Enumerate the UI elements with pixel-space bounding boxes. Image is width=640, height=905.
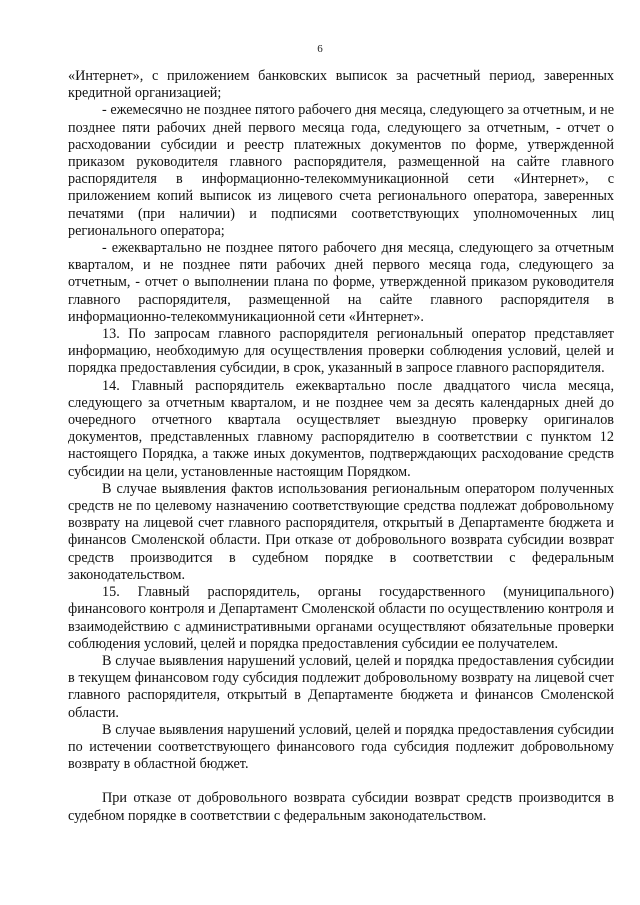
paragraph-continuation: «Интернет», с приложением банковских выписок за расчетный период, заверенных кредитной организацией; — [68, 68, 614, 102]
paragraph-clause-13: 13. По запросам главного распорядителя региональный оператор представляет информацию, необходимую для осуществления проверки соблюдения условий, целей и порядка предоставления субсидии, в срок, указанный в запросе главного распорядителя. — [68, 326, 614, 377]
paragraph-refusal-court: При отказе от добровольного возврата субсидии возврат средств производится в судебном порядке в соответствии с федеральным законодательством. — [68, 790, 614, 824]
document-body — [68, 68, 614, 825]
page-number: 6 — [317, 43, 323, 55]
paragraph-clause-14: 14. Главный распорядитель ежеквартально после двадцатого числа месяца, следующего за отчетным кварталом, и не позднее чем за десять календарных дней до очередного отчетного квартала осуществляет выездную проверку оригиналов документов, представленных главному распорядителю в соответствии с пунктом 12 настоящего Порядка, а также иных документов, подтверждающих расходование средств субсидии на цели, установленные настоящим Порядком. — [68, 377, 614, 480]
paragraph-quarterly-report: - ежеквартально не позднее пятого рабочего дня месяца, следующего за отчетным кварталом, и не позднее пяти рабочих дней первого месяца года, следующего за отчетным, - отчет о выполнении плана по форме, утвержденной приказом руководителя главного распорядителя, размещенной на сайте главного распорядителя в информационно-телекоммуникационной сети «Интернет». — [68, 240, 614, 325]
paragraph-clause-15: 15. Главный распорядитель, органы государственного (муниципального) финансового контроля и Департамент Смоленской области по осуществлению контроля и взаимодействию с административными органами осуществляют обязательные проверки соблюдения условий, целей и порядка предоставления субсидии ее получателем. — [68, 584, 614, 652]
paragraph-after-year-return: В случае выявления нарушений условий, целей и порядка предоставления субсидии по истечении соответствующего финансового года субсидия подлежит добровольному возврату в областной бюджет. — [68, 721, 614, 773]
paragraph-monthly-report: - ежемесячно не позднее пятого рабочего дня месяца, следующего за отчетным, и не позднее пяти рабочих дней первого месяца года, следующего за отчетным, - отчет о расходовании субсидии и реестр платежных документов по форме, утвержденной приказом руководителя главного распорядителя, размещенной на сайте главного распорядителя в информационно-телекоммуникационной сети «Интернет», с приложением копий выписок из лицевого счета регионального оператора, заверенных печатями (при наличии) и подписями соответствующих уполномоченных лиц регионального оператора; — [68, 102, 614, 239]
paragraph-misuse-return: В случае выявления фактов использования региональным оператором полученных средств не по целевому назначению соответствующие средства подлежат добровольному возврату на лицевой счет главного распорядителя, открытый в Департаменте бюджета и финансов Смоленской области. При отказе от добровольного возврата субсидии возврат средств производится в судебном порядке в соответствии с федеральным законодательством. — [68, 480, 614, 583]
paragraph-current-year-return: В случае выявления нарушений условий, целей и порядка предоставления субсидии в текущем финансовом году субсидия подлежит добровольному возврату на лицевой счет главного распорядителя, открытый в Департаменте бюджета и финансов Смоленской области. — [68, 652, 614, 721]
